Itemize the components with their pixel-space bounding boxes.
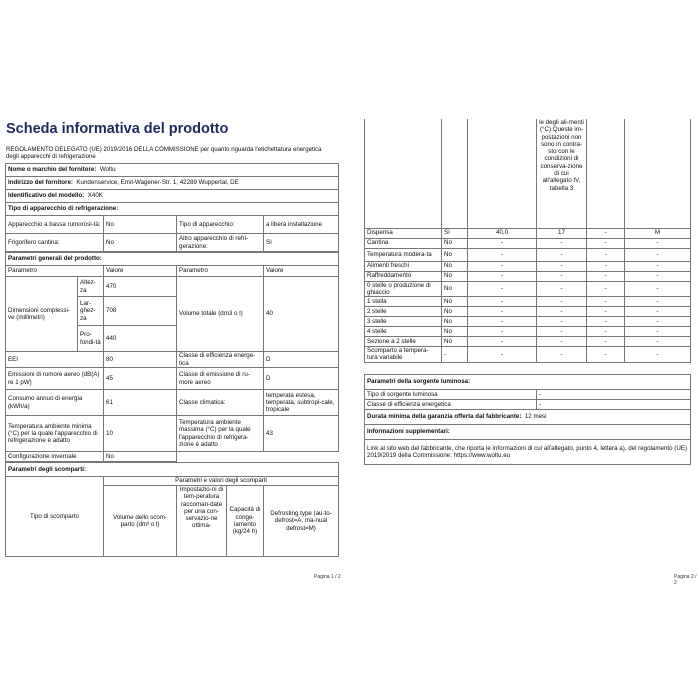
compartment-temp: - [537,327,587,337]
compartment-present: No [442,297,468,307]
product-info-table [5,163,339,216]
compartment-defrost: - [625,238,691,248]
compartment-defrost: - [625,261,691,271]
compartment-name: 4 stelle [365,327,442,337]
compartment-row [365,238,691,248]
compartment-values-table [364,119,691,363]
compartment-defrost: - [625,347,691,363]
compartment-present: No [442,248,468,261]
compartment-row [365,337,691,347]
page-2-footer: Pagina 2 / 2 [674,574,697,586]
compartment-row [365,281,691,297]
compartment-row [365,297,691,307]
compartment-temp: - [537,238,587,248]
compartment-row [365,248,691,261]
compartment-volume: - [468,271,537,281]
compartment-defrost: - [625,317,691,327]
climate-label: Classe climatica: [177,390,264,416]
compartment-volume: 40,0 [468,228,537,238]
compartment-name: 2 stelle [365,307,442,317]
compartment-row [365,347,691,363]
col-value: Valore [104,266,177,277]
compartment-temp: - [537,281,587,297]
height-value: 470 [104,277,177,297]
compartment-temp: - [537,248,587,261]
noise-label: Emissioni di rumore aereo (dB(A) re 1 pW) [6,368,104,390]
compartment-present: No [442,271,468,281]
compartment-present: No [442,307,468,317]
compartment-defrost-header: Defrosting type (au-to-defrost=A, ma-nual defrost=M) [264,486,339,557]
compartment-freeze: - [587,297,625,307]
warranty-row: Durata minima della garanzia offerta dal fabbricante: 12 mesi [365,410,691,425]
appliance-type-value: a libera installazione [264,216,339,234]
compartment-volume: - [468,307,537,317]
energy-value: 61 [104,390,177,416]
depth-value: 440 [104,326,177,352]
efficiency-class-label: Classe di efficienza energe-tica [177,352,264,368]
volume-value: 40 [264,277,339,352]
compartment-volume: - [468,337,537,347]
low-noise-label: Apparecchio a bassa rumorosi-tà: [6,216,104,234]
compartment-temp: - [537,271,587,281]
compartment-freeze: - [587,228,625,238]
compartment-freeze: - [587,281,625,297]
max-temp-value: 43 [264,416,339,452]
compartment-present: No [442,238,468,248]
energy-label: Consumo annuo di energia (kWh/a) [6,390,104,416]
other-appliance-label: Altro apparecchio di refri-gerazione: [177,234,264,252]
compartment-name: Temperatura modera-ta [365,248,442,261]
compartment-volume: - [468,261,537,271]
compartment-name: 3 stelle [365,317,442,327]
compartment-row [365,317,691,327]
compartment-freeze: - [587,248,625,261]
light-class-label: Classe di efficienza energetica [365,400,537,410]
width-label: Lar-ghez-za [78,297,104,326]
compartment-volume: - [468,297,537,307]
light-class-value: - [537,400,691,410]
noise-value: 45 [104,368,177,390]
compartment-heading: Parametri degli scomparti: [6,463,339,477]
compartment-name: 1 stella [365,297,442,307]
compartment-freeze: - [587,238,625,248]
max-temp-label: Temperatura ambiente massima (°C) per la quale l'apparecchio di refrigera-zione è adatto [177,416,264,452]
col-value-2: Valore [264,266,339,277]
compartment-present: No [442,327,468,337]
compartment-volume-header: Volume dello scom-parto (dm³ o l) [104,486,177,557]
compartment-temp: - [537,347,587,363]
noise-class-value: D [264,368,339,390]
compartment-present: No [442,317,468,327]
compartment-freeze: - [587,271,625,281]
compartment-temp: - [537,297,587,307]
compartment-table [5,462,339,557]
compartment-present: Sì [442,228,468,238]
col-parameter-2: Parametro [177,266,264,277]
compartment-row [365,307,691,317]
compartment-freeze: - [587,261,625,271]
compartment-row [365,261,691,271]
compartment-defrost: - [625,297,691,307]
compartment-row [365,327,691,337]
light-source-table [364,374,691,465]
noise-class-label: Classe di emissione di ru-more aereo [177,368,264,390]
compartment-volume: - [468,248,537,261]
compartment-name: Raffreddamento [365,271,442,281]
compartment-volume: - [468,238,537,248]
compartment-volume: - [468,327,537,337]
page-1-footer: Pagina 1 / 2 [314,574,341,580]
volume-label: Volume totale (dm3 o l) [177,277,264,352]
extra-heading: Informazioni supplementari: [365,425,691,440]
compartment-row [365,271,691,281]
address-row: Indirizzo del fornitore: Kundenservice, Emil-Wagener-Str. 1, 42289 Wuppertal, DE [6,177,339,190]
col-parameter: Parametro [6,266,104,277]
general-heading: Parametri generali del prodotto: [6,253,339,266]
compartment-defrost: - [625,248,691,261]
compartment-temp-header: Impostazio-ni di tem-peratura raccoman-date per una con-servazio-ne ottima- [177,486,227,557]
winter-value: No [104,452,177,462]
compartment-name: Scomparto a tempera-tura variabile [365,347,442,363]
supplier-row: Nome o marchio del fornitore: Woltu [6,164,339,177]
eei-label: EEI [6,352,104,368]
compartment-temp: - [537,307,587,317]
compartment-name: Cantina [365,238,442,248]
depth-label: Pro-fondi-tà [78,326,104,352]
appliance-type-table [5,215,339,252]
compartment-temp: - [537,317,587,327]
compartment-defrost: - [625,327,691,337]
compartment-row [365,228,691,238]
eei-value: 80 [104,352,177,368]
compartment-freeze: - [587,337,625,347]
light-type-label: Tipo di sorgente luminosa [365,390,537,400]
compartment-present: - [442,347,468,363]
compartment-present: No [442,281,468,297]
compartment-freeze: - [587,327,625,337]
compartment-temp: - [537,261,587,271]
compartment-name: Alimenti freschi [365,261,442,271]
low-noise-value: No [104,216,177,234]
general-parameters-table [5,252,339,462]
compartment-temp: - [537,337,587,347]
page-2 [352,0,700,700]
efficiency-class-value: D [264,352,339,368]
compartment-type-header: Tipo di scomparto [6,477,104,557]
light-heading: Parametri della sorgente luminosa: [365,375,691,390]
compartment-present: No [442,261,468,271]
compartment-defrost: - [625,337,691,347]
light-type-value: - [537,390,691,400]
height-label: Altez-za [78,277,104,297]
compartment-name: Dispensa [365,228,442,238]
type-heading: Tipo di apparecchio di refrigerazione: [6,203,339,216]
other-appliance-value: Sì [264,234,339,252]
compartment-temp: 17 [537,228,587,238]
compartment-volume: - [468,281,537,297]
climate-value: temperata estesa, temperata, subtropi-cale, tropicale [264,390,339,416]
winter-label: Configurazione invernale [6,452,104,462]
compartment-defrost: - [625,271,691,281]
wine-label: Frigorifero cantina: [6,234,104,252]
compartment-name: Sezione a 2 stelle [365,337,442,347]
compartment-freeze: - [587,347,625,363]
compartment-freeze: - [587,317,625,327]
compartment-volume: - [468,317,537,327]
extra-text: Link al sito web del fabbricante, che riporta le informazioni di cui all'allegato, punto 4, lettera a), del regolamento (UE) 2019/2019 della Commissione: https://www.woltu.eu [365,440,691,465]
model-row: Identificativo del modello: X40K [6,190,339,203]
min-temp-label: Temperatura ambiente minima (°C) per la quale l'apparecchio di refrigerazione è adatto [6,416,104,452]
compartment-volume: - [468,347,537,363]
compartment-freeze: - [587,307,625,317]
compartment-defrost: - [625,307,691,317]
compartment-temp-header-cont: le degli ali-menti (°C) Queste im-postazioni non sono in contra-sto con le condizioni di conserva-zione di cui all'allegato IV, tabella 3 [537,119,587,228]
compartment-params-header: Parametri e valori degli scomparti [104,477,339,486]
wine-value: No [104,234,177,252]
dimensions-label: Dimensioni complessi-ve (millimetri) [6,277,78,352]
regulation-text: REGOLAMENTO DELEGATO (UE) 2019/2016 DELLA COMMISSIONE per quanto riguarda l'etichettatura energetica degli apparecchi di refrigerazione [6,146,322,161]
compartment-name: 0 stelle o produzione di ghiaccio [365,281,442,297]
compartment-freezing-header: Capacità di conge-lamento (kg/24 h) [227,486,264,557]
width-value: 708 [104,297,177,326]
compartment-present: No [442,337,468,347]
document-title: Scheda informativa del prodotto [6,121,229,137]
min-temp-value: 10 [104,416,177,452]
appliance-type-label: Tipo di apparecchio: [177,216,264,234]
compartment-defrost: M [625,228,691,238]
compartment-defrost: - [625,281,691,297]
